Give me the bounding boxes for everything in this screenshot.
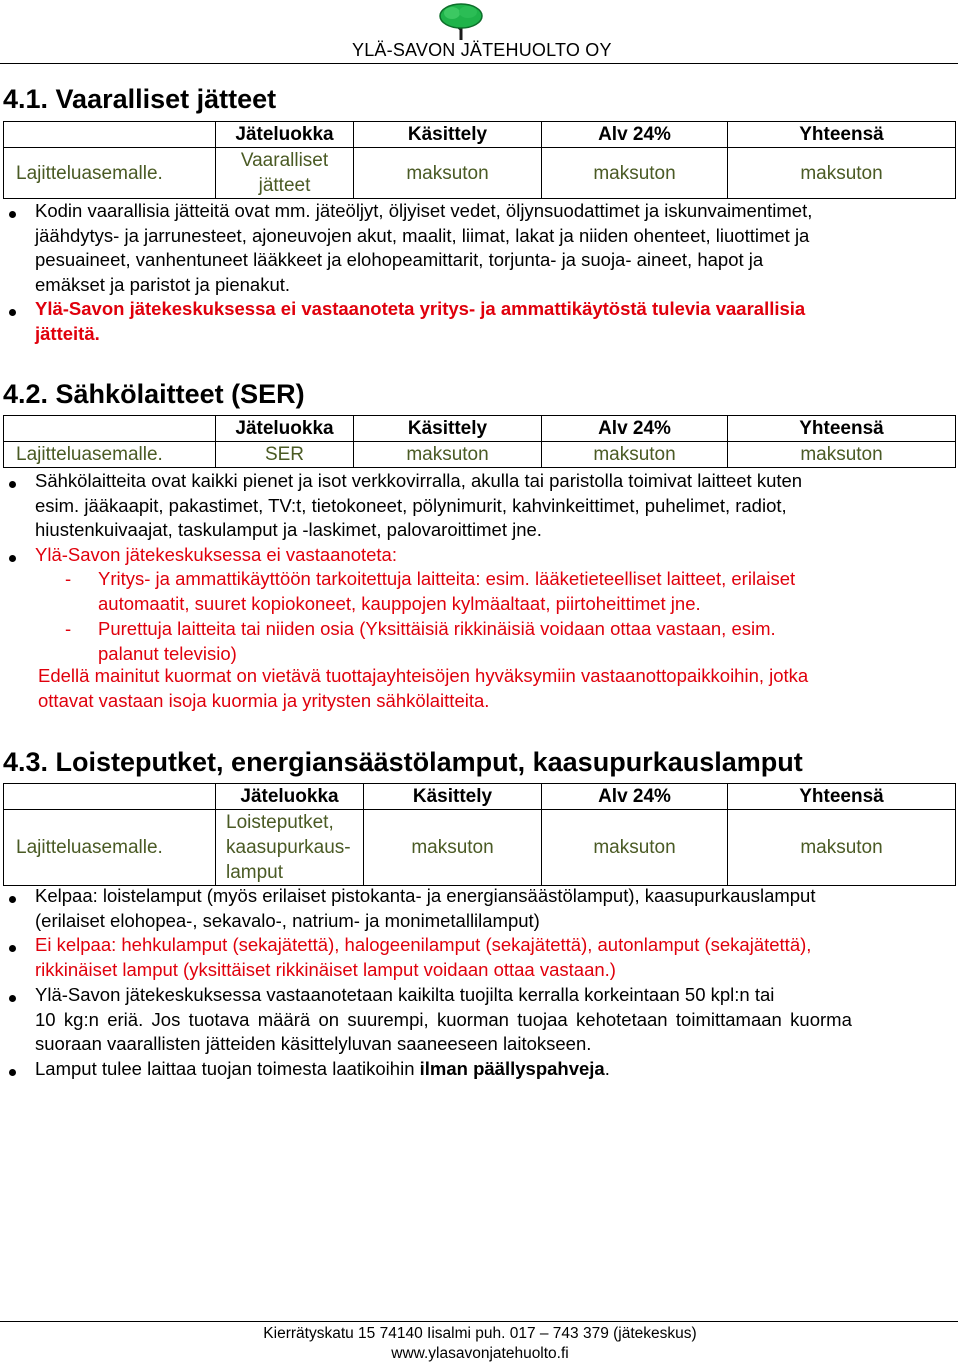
cell-waste-class [216,810,364,886]
col-header-handling: Käsittely [354,416,542,442]
text-line: (erilaiset elohopea-, sekavalo-, natrium- ja monimetallilamput) [35,909,540,931]
col-header-waste-class: Jäteluokka [216,122,354,148]
lamps-accepted-text [35,884,816,933]
text-line: Kodin vaarallisia jätteitä ovat mm. jäteöljyt, öljyiset vedet, öljynsuodattimet ja iskunvaimentimet, [35,200,813,221]
dash-marker: - [65,618,72,639]
cell-handling: maksuton [364,810,542,886]
not-accepted-item-dismantled [98,617,776,666]
hazardous-restriction-text [35,297,805,346]
lamps-not-accepted-text [35,933,811,982]
electrical-table [3,415,956,468]
text-span: . [604,1058,610,1079]
text-line [35,1008,953,1033]
company-name: YLÄ-SAVON JÄTEHUOLTO OY [352,40,612,60]
text-line: Ylä-Savon jätekeskuksessa vastaanotetaan kaikilta tuojilta kerralla korkeintaan 50 kpl:n tai [35,984,775,1005]
cell-vat: maksuton [542,148,728,199]
text-line: ottavat vastaan isoja kuormia ja yritysten sähkölaitteita. [38,689,490,711]
col-header-total: Yhteensä [728,784,956,810]
bullet-icon [9,995,16,1002]
col-header-waste-class: Jäteluokka [216,784,364,810]
cell-handling: maksuton [354,442,542,468]
text-line: rikkinäiset lamput (yksittäiset rikkinäiset lamput voidaan ottaa vastaan.) [35,958,616,980]
bullet-icon [9,945,16,952]
cell-vat: maksuton [542,442,728,468]
justified-line: 10 kg:n eriä. Jos tuotava määrä on suurempi, kuorman tuojaa kehotetaan toimittamaan kuorma [35,1008,852,1030]
section-title-lamps: 4.3. Loisteputket, energiansäästölamput, kaasupurkauslamput [3,747,803,777]
table-empty-cell [4,416,216,442]
table-empty-cell [4,122,216,148]
text-line: esim. jääkaapit, pakastimet, TV:t, tietokoneet, pölynimurit, kahvinkeittimet, puhelimet, radiot, [35,494,787,516]
bullet-icon [9,211,16,218]
bullet-icon [9,309,16,316]
not-accepted-item-professional [98,567,795,616]
cell-vat: maksuton [542,810,728,886]
text-line: suoraan vaarallisten jätteiden käsittelyluvan saaneeseen laitokseen. [35,1033,592,1054]
text-line: Kelpaa: loistelamput (myös erilaiset pistokanta- ja energiansäästölamput), kaasupurkauslamput [35,885,816,906]
cell-place: Lajitteluasemalle. [4,442,216,468]
cell-waste-class: SER [216,442,354,468]
cell-total: maksuton [728,442,956,468]
text-span-bold: ilman päällyspahveja [419,1058,605,1079]
text-line: Edellä mainitut kuormat on vietävä tuottajayhteisöjen hyväksymiin vastaanottopaikkoihin, jotka [38,665,809,686]
lamps-quantity-limit-text [35,983,953,1057]
cell-place: Lajitteluasemalle. [4,810,216,886]
section-title-hazardous-waste: 4.1. Vaaralliset jätteet [3,84,277,114]
bullet-icon [9,555,16,562]
bullet-icon [9,1069,16,1076]
waste-class-line: kaasupurkaus- [226,837,351,858]
col-header-handling: Käsittely [354,122,542,148]
footer-address: Kierrätyskatu 15 74140 Iisalmi puh. 017 – 743 379 (jätekeskus) [263,1325,697,1342]
text-line: Purettuja laitteita tai niiden osia (Yksittäisiä rikkinäisiä voidaan ottaa vastaan, esim. [98,618,776,639]
waste-class-line: lamput [226,862,284,883]
text-span: Lamput tulee laittaa tuojan toimesta laatikoihin [35,1058,420,1079]
text-line: hiustenkuivaajat, taskulamput ja -laskimet, palovaroittimet jne. [35,519,542,540]
header-divider [0,63,958,64]
hazardous-examples-text [35,199,812,297]
col-header-handling: Käsittely [364,784,542,810]
cell-waste-class [216,148,354,199]
text-line: pesuaineet, vanhentuneet lääkkeet ja elohopeamittarit, torjunta- ja suoja- aineet, hapot ja [35,249,764,270]
waste-class-line: Vaaralliset [240,150,329,171]
waste-class-line: Loisteputket, [226,812,334,833]
text-line: Ei kelpaa: hehkulamput (sekajätettä), halogeenilamput (sekajätettä), autonlamput (sekajätettä), [35,934,812,955]
electrical-note-text [38,664,808,713]
electrical-examples-text [35,469,802,543]
lamps-packaging-text [35,1057,610,1082]
section-title-electrical: 4.2. Sähkölaitteet (SER) [3,379,305,409]
col-header-total: Yhteensä [728,416,956,442]
dash-marker: - [65,568,72,589]
cell-handling: maksuton [354,148,542,199]
hazardous-waste-table [3,121,956,199]
text-line: jäähdytys- ja jarrunesteet, ajoneuvojen akut, maalit, liimat, lakat ja niiden ohenteet, liuottimet ja [35,224,810,246]
text-line: Yritys- ja ammattikäyttöön tarkoitettuja laitteita: esim. lääketieteelliset laitteet, erilaiset [98,568,796,589]
company-logo-tree-icon [436,2,486,42]
col-header-waste-class: Jäteluokka [216,416,354,442]
col-header-vat: Alv 24% [542,416,728,442]
bullet-icon [9,481,16,488]
footer-website: www.ylasavonjatehuolto.fi [391,1345,569,1362]
text-line: Sähkölaitteita ovat kaikki pienet ja isot verkkovirralla, akulla tai paristolla toimivat laitteet kuten [35,470,803,491]
electrical-not-accepted-heading: Ylä-Savon jätekeskuksessa ei vastaanoteta: [35,544,397,565]
col-header-vat: Alv 24% [542,122,728,148]
table-empty-cell [4,784,216,810]
cell-total: maksuton [728,810,956,886]
text-line: emäkset ja paristot ja pienakut. [35,273,291,295]
footer-divider [0,1321,958,1322]
lamps-table [3,783,956,886]
bullet-icon [9,896,16,903]
text-line: jätteitä. [35,322,100,344]
col-header-vat: Alv 24% [542,784,728,810]
waste-class-line: jätteet [258,175,311,196]
text-line: Ylä-Savon jätekeskuksessa ei vastaanoteta yritys- ja ammattikäytöstä tulevia vaarallisia [35,298,806,319]
cell-place: Lajitteluasemalle. [4,148,216,199]
col-header-total: Yhteensä [728,122,956,148]
text-line: automaatit, suuret kopiokoneet, kauppojen kylmäaltaat, piirtoheittimet jne. [98,592,701,614]
text-line: palanut televisio) [98,642,237,664]
cell-total: maksuton [728,148,956,199]
